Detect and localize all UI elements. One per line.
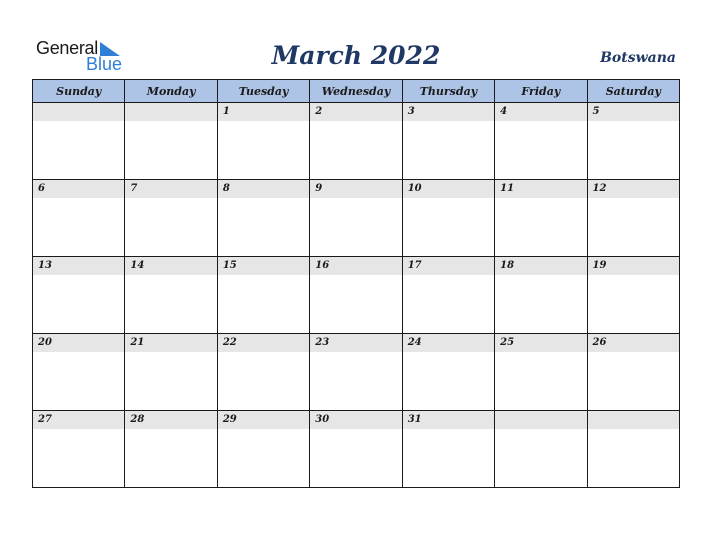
- day-cell: [125, 103, 217, 180]
- day-number: 2: [310, 103, 401, 121]
- day-cell: [125, 334, 217, 411]
- day-number: 28: [125, 411, 216, 429]
- day-number: 20: [33, 334, 124, 352]
- day-number: 17: [403, 257, 494, 275]
- week-row: [33, 257, 680, 334]
- day-cell: [587, 257, 679, 334]
- day-cell: [217, 103, 309, 180]
- week-row: [33, 180, 680, 257]
- day-number: 7: [125, 180, 216, 198]
- week-row: [33, 334, 680, 411]
- day-number: [495, 411, 586, 429]
- day-cell: [495, 257, 587, 334]
- day-cell: [217, 334, 309, 411]
- day-number: 1: [218, 103, 309, 121]
- day-number: 29: [218, 411, 309, 429]
- day-number: 13: [33, 257, 124, 275]
- day-cell: [587, 334, 679, 411]
- day-number: [125, 103, 216, 121]
- day-cell: [125, 257, 217, 334]
- day-cell: [402, 334, 494, 411]
- day-cell: [310, 257, 402, 334]
- weekday-header: Wednesday: [310, 80, 402, 103]
- day-number: 15: [218, 257, 309, 275]
- logo-text-general: General: [36, 38, 98, 58]
- day-cell: [495, 334, 587, 411]
- day-cell: [310, 103, 402, 180]
- day-number: 5: [588, 103, 679, 121]
- day-number: 12: [588, 180, 679, 198]
- week-row: [33, 411, 680, 488]
- day-cell: [495, 411, 587, 488]
- calendar-title: March 2022: [271, 41, 441, 70]
- day-number: 3: [403, 103, 494, 121]
- day-number: [33, 103, 124, 121]
- day-cell: [217, 257, 309, 334]
- day-number: 25: [495, 334, 586, 352]
- weekday-header-row: [33, 80, 680, 103]
- day-cell: [587, 180, 679, 257]
- day-cell: [310, 411, 402, 488]
- day-number: 16: [310, 257, 401, 275]
- day-number: 27: [33, 411, 124, 429]
- day-cell: [310, 180, 402, 257]
- day-cell: [495, 180, 587, 257]
- weekday-header: Friday: [495, 80, 587, 103]
- day-cell: [33, 257, 125, 334]
- day-number: 26: [588, 334, 679, 352]
- day-number: 19: [588, 257, 679, 275]
- day-number: 8: [218, 180, 309, 198]
- day-number: [588, 411, 679, 429]
- day-number: 14: [125, 257, 216, 275]
- day-number: 30: [310, 411, 401, 429]
- day-cell: [33, 103, 125, 180]
- day-cell: [587, 411, 679, 488]
- day-number: 11: [495, 180, 586, 198]
- day-cell: [33, 411, 125, 488]
- day-cell: [402, 103, 494, 180]
- day-cell: [217, 180, 309, 257]
- day-number: 6: [33, 180, 124, 198]
- day-number: 9: [310, 180, 401, 198]
- day-cell: [310, 334, 402, 411]
- day-number: 24: [403, 334, 494, 352]
- day-cell: [495, 103, 587, 180]
- day-cell: [33, 334, 125, 411]
- day-number: 18: [495, 257, 586, 275]
- day-cell: [402, 180, 494, 257]
- weekday-header: Saturday: [587, 80, 679, 103]
- day-cell: [125, 411, 217, 488]
- logo-text-blue: Blue: [86, 54, 123, 74]
- day-cell: [402, 411, 494, 488]
- day-number: 23: [310, 334, 401, 352]
- day-number: 21: [125, 334, 216, 352]
- day-number: 22: [218, 334, 309, 352]
- day-number: 31: [403, 411, 494, 429]
- country-name: Botswana: [600, 50, 676, 66]
- day-cell: [33, 180, 125, 257]
- day-cell: [587, 103, 679, 180]
- weekday-header: Monday: [125, 80, 217, 103]
- weekday-header: Tuesday: [217, 80, 309, 103]
- day-number: 10: [403, 180, 494, 198]
- calendar-grid: [32, 79, 680, 488]
- day-cell: [125, 180, 217, 257]
- day-cell: [402, 257, 494, 334]
- week-row: [33, 103, 680, 180]
- weekday-header: Sunday: [33, 80, 125, 103]
- day-cell: [217, 411, 309, 488]
- weekday-header: Thursday: [402, 80, 494, 103]
- day-number: 4: [495, 103, 586, 121]
